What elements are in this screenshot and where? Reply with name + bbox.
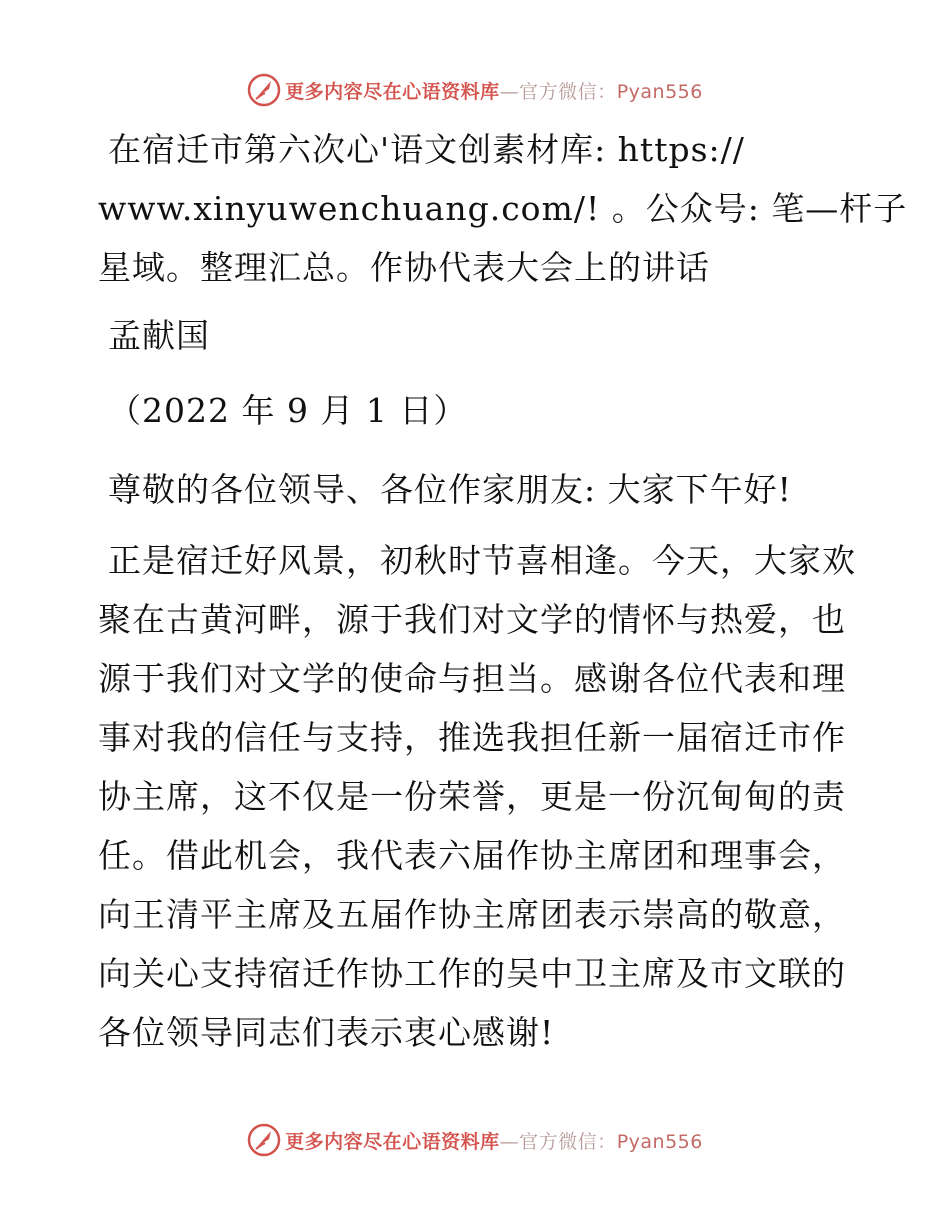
quill-logo-icon <box>247 1123 281 1157</box>
banner-wechat-label: 官方微信： <box>519 80 617 103</box>
greeting: 尊敬的各位领导、各位作家朋友: 大家下午好! <box>108 470 792 509</box>
footer-banner <box>0 1120 950 1160</box>
banner-wechat-label: 官方微信： <box>519 1130 617 1153</box>
intro-line-1: 在宿迁市第六次心'语文创素材库: https:// <box>108 130 745 169</box>
banner-wechat-id: Pyan556 <box>616 1130 703 1153</box>
header-banner <box>0 70 950 110</box>
banner-wechat-id: Pyan556 <box>616 80 703 103</box>
intro-line-3: 星域。整理汇总。作协代表大会上的讲话 <box>98 248 710 287</box>
banner-site-name: 更多内容尽在心语资料库 <box>285 1130 500 1153</box>
speech-date: （2022 年 9 月 1 日） <box>108 391 468 430</box>
banner-site-name: 更多内容尽在心语资料库 <box>285 80 500 103</box>
main-paragraph-container <box>98 531 858 1062</box>
main-paragraph: 正是宿迁好风景，初秋时节喜相逢。今天，大家欢聚在古黄河畔，源于我们对文学的情怀与热爱，也源于我们对文学的使命与担当。感谢各位代表和理事对我的信任与支持，推选我担任新一届宿迁市作协主席，这不仅是一份荣誉，更是一份沉甸甸的责任。借此机会，我代表六届作协主席团和理事会，向王清平主席及五届作协主席团表示崇高的敬意，向关心支持宿迁作协工作的吴中卫主席及市文联的各位领导同志们表示衷心感谢! <box>98 541 856 1052</box>
banner-dash: — <box>499 80 520 103</box>
author-name: 孟献国 <box>108 316 210 355</box>
footer-banner-text <box>285 1127 703 1154</box>
intro-paragraph <box>98 120 908 297</box>
intro-line-2: www.xinyuwenchuang.com/! 。公众号: 笔—杆子 <box>98 189 908 228</box>
quill-logo-icon <box>247 73 281 107</box>
header-banner-text <box>285 77 703 104</box>
banner-dash: — <box>499 1130 520 1153</box>
